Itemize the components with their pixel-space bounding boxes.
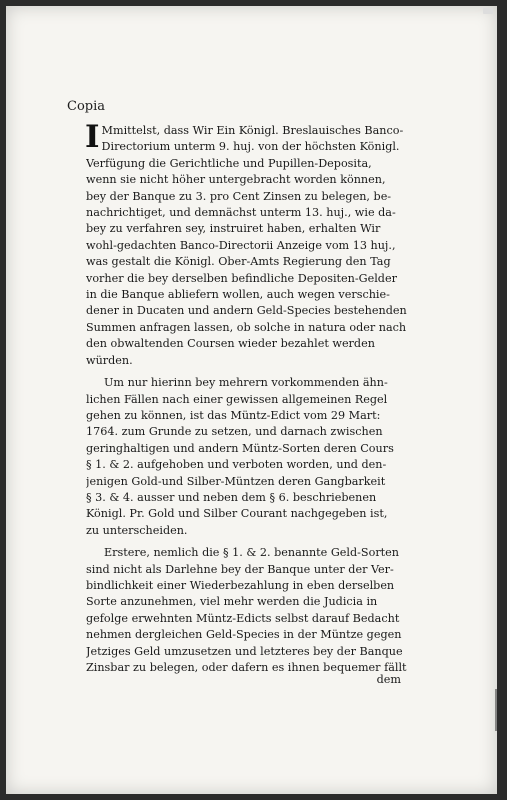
text-line: Sorte anzunehmen, viel mehr werden die Judicia in (86, 595, 378, 609)
text-line: zu unterscheiden. (86, 523, 188, 537)
text-line: bey der Banque zu 3. pro Cent Zinsen zu belegen, be- (86, 189, 392, 203)
text-line: gehen zu können, ist das Müntz-Edict vom 29 Mart: (86, 408, 381, 422)
text-line: Directorium unterm 9. huj. von der höchsten Königl. (101, 140, 400, 154)
text-line: dener in Ducaten und andern Geld-Species bestehenden (86, 304, 407, 318)
text-line: Verfügung die Gerichtliche und Pupillen-Deposita, (86, 156, 372, 170)
text-line: Um nur hierinn bey mehrern vorkommenden ähn- (104, 376, 388, 390)
document-page (6, 6, 497, 794)
text-line: den obwaltenden Coursen wieder bezahlet werden (86, 337, 375, 351)
text-line: Mmittelst, dass Wir Ein Königl. Breslauisches Banco- (101, 124, 404, 137)
text-line: § 3. & 4. ausser und neben dem § 6. beschriebenen (86, 490, 377, 504)
text-line: nehmen dergleichen Geld-Species in der Müntze gegen (86, 628, 402, 642)
text-line: wohl-gedachten Banco-Directorii Anzeige vom 13 huj., (86, 238, 396, 252)
text-line: jenigen Gold-und Silber-Müntzen deren Gangbarkeit (86, 474, 386, 488)
paragraph-3 (86, 545, 408, 676)
copia-heading: Copia (67, 99, 106, 114)
paragraph-1 (85, 119, 408, 369)
text-line: Erstere, nemlich die § 1. & 2. benannte Geld-Sorten (104, 546, 399, 560)
text-line: Summen anfragen lassen, ob solche in natura oder nach (86, 320, 407, 334)
text-line: vorher die bey derselben befindliche Depositen-Gelder (86, 271, 397, 285)
drop-cap: I (85, 119, 100, 155)
text-line: würden. (86, 353, 133, 367)
text-line: gefolge erwehnten Müntz-Edicts selbst darauf Bedacht (86, 611, 400, 625)
body-text (85, 119, 408, 676)
text-line: Jetziges Geld umzusetzen und letzteres bey der Banque (86, 644, 403, 658)
text-line: § 1. & 2. aufgehoben und verboten worden, und den- (86, 458, 387, 472)
text-line: bindlichkeit einer Wiederbezahlung in eben derselben (86, 578, 395, 592)
text-line: nachrichtiget, und demnächst unterm 13. huj., wie da- (86, 206, 396, 220)
text-line: 1764. zum Grunde zu setzen, und darnach zwischen (86, 425, 383, 439)
text-line: Königl. Pr. Gold und Silber Courant nachgegeben ist, (86, 507, 388, 521)
text-line: was gestalt die Königl. Ober-Amts Regierung den Tag (86, 255, 391, 269)
text-line: sind nicht als Darlehne bey der Banque unter der Ver- (86, 562, 394, 576)
text-line: geringhaltigen und andern Müntz-Sorten deren Cours (86, 441, 394, 455)
text-line: bey zu verfahren sey, instruiret haben, erhalten Wir (86, 222, 381, 236)
text-line: lichen Fällen nach einer gewissen allgemeinen Regel (86, 392, 388, 406)
paragraph-2 (86, 375, 408, 539)
catchword: dem (376, 673, 401, 686)
text-line: Zinsbar zu belegen, oder dafern es ihnen bequemer fällt (86, 661, 407, 674)
text-line: wenn sie nicht höher untergebracht worden können, (86, 173, 386, 187)
edge-tab-mark (483, 8, 493, 14)
margin-mark (495, 689, 497, 731)
text-line: in die Banque abliefern wollen, auch wegen verschie- (86, 288, 390, 302)
